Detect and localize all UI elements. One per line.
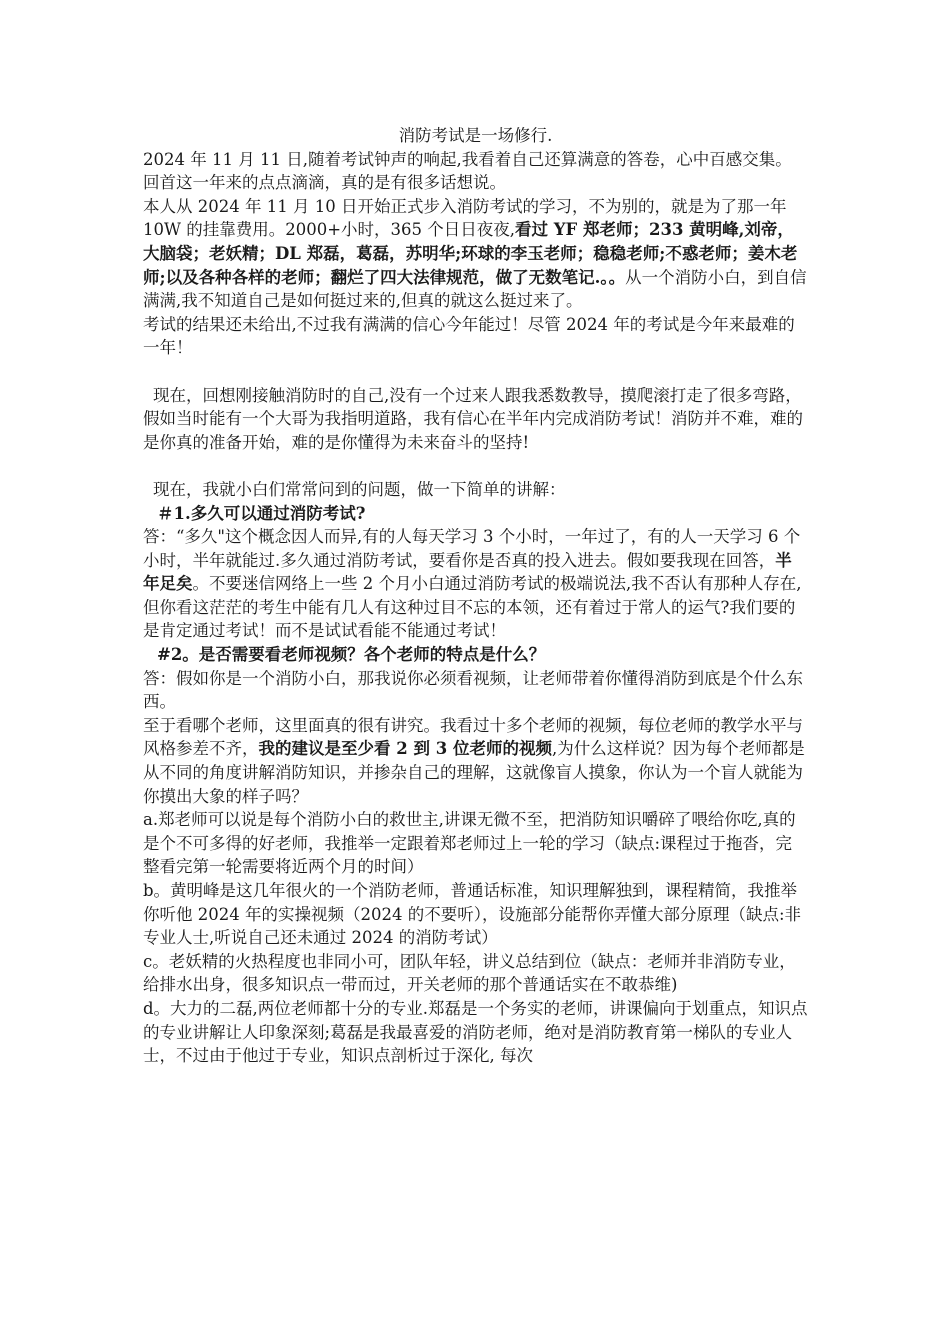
document-title: 消防考试是一场修行. [398, 126, 553, 145]
teacher-item-a: a.郑老师可以说是每个消防小白的救世主,讲课无微不至，把消防知识嚼碎了喂给你吃,真的是个不可多得的好老师，我推举一定跟着郑老师过上一轮的学习（缺点:课程过于拖沓，完整看完第一轮需要将近两个月的时间） [143, 810, 796, 877]
paragraph-study-history [143, 195, 808, 313]
teacher-choice-start: 至于看哪个老师，这里面真的很有讲究。我看过十多个老师的视频，每位老师的教学水平与风格参差不齐， [143, 715, 803, 759]
faq-answer-2: 答：假如你是一个消防小白，那我说你必须看视频，让老师带着你懂得消防到底是个什么东西。 [143, 668, 803, 712]
faq-heading-1: ＃1.多久可以通过消防考试? [157, 503, 366, 523]
study-history-start: 本人从 2024 年 11 月 10 日开始正式步入消防考试的学习，不为别的，就是为了那一年 10W 的挂靠费用。2000+小时，365 个日日夜夜, [143, 196, 787, 240]
paragraph-reflection: 现在，回想刚接触消防时的自己,没有一个过来人跟我悉数教导，摸爬滚打走了很多弯路，假如当时能有一个大哥为我指明道路，我有信心在半年内完成消防考试！消防并不难，难的是你真的准备开始，难的是你懂得为未来奋斗的坚持! [143, 385, 803, 452]
answer-1-end: 。不要迷信网络上一些 2 个月小白通过消防考试的极端说法,我不否认有那种人存在,但你看这茫茫的考生中能有几人有这种过目不忘的本领，还有着过于常人的运气?我们要的是肯定通过考试！而不是试试看能不能通过考试！ [143, 574, 802, 641]
teacher-choice-end: ,为什么这样说？因为每个老师都是从不同的角度讲解消防知识，并掺杂自己的理解，这就像盲人摸象，你认为一个盲人就能为你摸出大象的样子吗？ [143, 739, 805, 806]
document-body [143, 124, 808, 1068]
answer-1-bold: 半年足矣 [143, 550, 792, 594]
teacher-item-d: d。大力的二磊,两位老师都十分的专业.郑磊是一个务实的老师，讲课偏向于划重点，知识点的专业讲解让人印象深刻;葛磊是我最喜爱的消防老师，绝对是消防教育第一梯队的专业人士，不过由于他过于专业，知识点剖析过于深化, 每次 [143, 998, 808, 1066]
blank-line [143, 454, 808, 478]
teacher-choice-bold: 我的建议是至少看 2 到 3 位老师的视频 [258, 739, 552, 759]
answer-1-start: 答：“多久"这个概念因人而异,有的人每天学习 3 个小时，一年过了，有的人一天学习 6 个小时，半年就能过.多久通过消防考试，要看你是否真的投入进去。假如要我现在回答， [143, 527, 801, 570]
paragraph-faq-intro: 现在，我就小白们常常问到的问题，做一下简单的讲解： [153, 479, 566, 499]
faq-answer-1 [143, 525, 808, 643]
faq-heading-2: #2。是否需要看老师视频？各个老师的特点是什么？ [157, 645, 546, 665]
paragraph-teacher-choice [143, 714, 808, 808]
blank-line [143, 360, 808, 384]
study-history-end: 从一个消防小白，到自信满满,我不知道自己是如何挺过来的,但真的就这么挺过来了。 [143, 267, 807, 311]
paragraph-result: 考试的结果还未给出,不过我有满满的信心今年能过！尽管 2024 年的考试是今年来最难的一年！ [143, 314, 795, 358]
teacher-item-c: c。老妖精的火热程度也非同小可，团队年轻，讲义总结到位（缺点：老师并非消防专业，给排水出身，很多知识点一带而过，开关老师的那个普通话实在不敢恭维) [143, 951, 796, 995]
teacher-list-bold: 看过 YF 郑老师；233 黄明峰,刘帝，大脑袋；老妖精；DL 郑磊，葛磊，苏明华;环球的李玉老师；稳稳老师;不惑老师；姜木老师;以及各种各样的老师；翻烂了四大法律规范，做了无数笔记.。。 [143, 220, 798, 287]
paragraph-intro: 2024 年 11 月 11 日,随着考试钟声的响起,我看着自己还算满意的答卷，心中百感交集。回首这一年来的点点滴滴，真的是有很多话想说。 [143, 149, 792, 193]
teacher-item-b: b。黄明峰是这几年很火的一个消防老师，普通话标准，知识理解独到，课程精简，我推举你听他 2024 年的实操视频（2024 的不要听），设施部分能帮你弄懂大部分原理（缺点:非专业人士,听说自己还未通过 2024 的消防考试） [143, 881, 802, 948]
